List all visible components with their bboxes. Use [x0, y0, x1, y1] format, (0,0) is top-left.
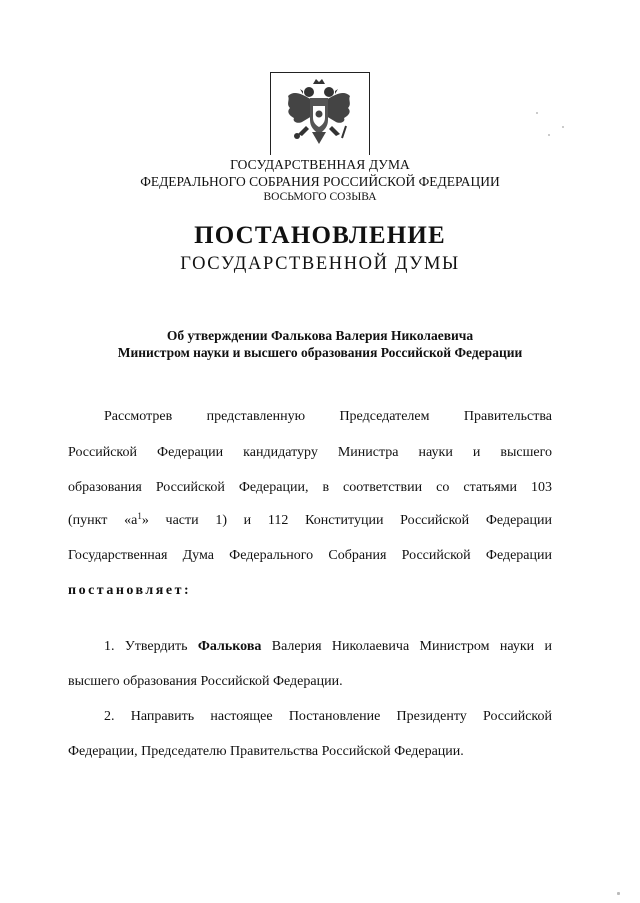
item-2-line-1: 2. Направить настоящее Постановление Президенту Российской — [104, 709, 552, 724]
paragraph-1-line-4 — [68, 513, 552, 529]
item-1-surname: Фалькова — [197, 639, 262, 654]
scan-speck — [536, 112, 538, 114]
subject-line-1: Об утверждении Фалькова Валерия Николаевича — [166, 328, 474, 343]
article-ref-end: » части 1) и 112 Конституции Российской Федерации — [141, 513, 552, 528]
item-1-end: Валерия Николаевича Министром науки и — [261, 639, 552, 654]
resolves-word: постановляет: — [68, 583, 192, 598]
header-line-2: ФЕДЕРАЛЬНОГО СОБРАНИЯ РОССИЙСКОЙ ФЕДЕРАЦИИ — [140, 174, 500, 189]
document-subtitle: ГОСУДАРСТВЕННОЙ ДУМЫ — [180, 254, 460, 274]
scan-speck — [617, 892, 620, 895]
paragraph-1-line-2: Российской Федерации кандидатуру Министра науки и высшего — [68, 445, 552, 460]
item-1-start: 1. Утвердить — [104, 639, 198, 654]
paragraph-1-line-5: Государственная Дума Федерального Собрания Российской Федерации — [68, 548, 552, 563]
scan-speck — [562, 126, 564, 128]
subject-line-2: Министром науки и высшего образования Российской Федерации — [117, 345, 523, 360]
header-line-1: ГОСУДАРСТВЕННАЯ ДУМА — [230, 157, 410, 172]
article-ref-start: (пункт «а — [68, 513, 138, 528]
header-line-3: ВОСЬМОГО СОЗЫВА — [263, 191, 377, 203]
paragraph-1-line-3: образования Российской Федерации, в соответствии со статьями 103 — [68, 480, 552, 495]
item-1-line-1 — [104, 639, 552, 655]
item-2-line-2: Федерации, Председателю Правительства Российской Федерации. — [68, 744, 464, 759]
superscript: 1 — [137, 511, 142, 521]
paragraph-1-line-1: Рассмотрев представленную Председателем Правительства — [104, 409, 552, 424]
item-1-line-2: высшего образования Российской Федерации. — [68, 674, 343, 689]
double-headed-eagle-emblem — [276, 76, 362, 152]
scan-speck — [548, 134, 550, 136]
document-title: ПОСТАНОВЛЕНИЕ — [194, 222, 446, 249]
